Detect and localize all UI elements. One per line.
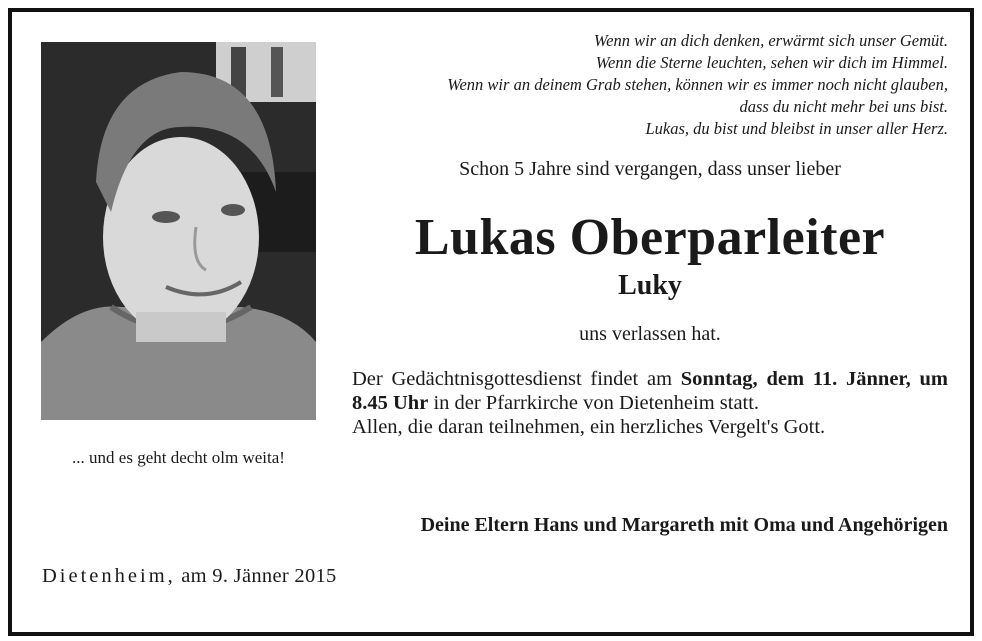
place: Dietenheim,: [42, 565, 176, 587]
poem-line: dass du nicht mehr bei uns bist.: [739, 97, 948, 116]
intro-line: Schon 5 Jahre sind vergangen, dass unser lieber: [459, 158, 841, 180]
place-date: [42, 565, 337, 588]
photo-caption: ... und es geht decht olm weita!: [72, 448, 285, 467]
portrait-photo: [41, 42, 316, 420]
memorial-service-text: [352, 367, 948, 439]
poem-line: Wenn die Sterne leuchten, sehen wir dich im Himmel.: [595, 53, 948, 72]
poem-line: Wenn wir an dich denken, erwärmt sich unser Gemüt.: [593, 31, 948, 50]
poem-line: Lukas, du bist und bleibst in unser aller Herz.: [645, 119, 948, 138]
family-signoff: Deine Eltern Hans und Margareth mit Oma und Angehörigen: [420, 514, 948, 536]
date: am 9. Jänner 2015: [181, 565, 337, 587]
nickname: Luky: [618, 270, 682, 301]
left-message: uns verlassen hat.: [579, 323, 721, 345]
deceased-name: Lukas Oberparleiter: [414, 209, 886, 266]
thanks-text: Allen, die daran teilnehmen, ein herzliches Vergelt's Gott.: [352, 416, 826, 438]
service-date: Sonntag, dem 11. Jänner, um 8.45 Uhr: [352, 368, 949, 414]
memorial-poem: [328, 30, 948, 140]
service-text: Der Gedächtnisgottesdienst findet am: [352, 368, 673, 390]
service-location: in der Pfarrkirche von Dietenheim statt.: [433, 392, 760, 414]
poem-line: Wenn wir an deinem Grab stehen, können wir es immer noch nicht glauben,: [447, 75, 948, 94]
